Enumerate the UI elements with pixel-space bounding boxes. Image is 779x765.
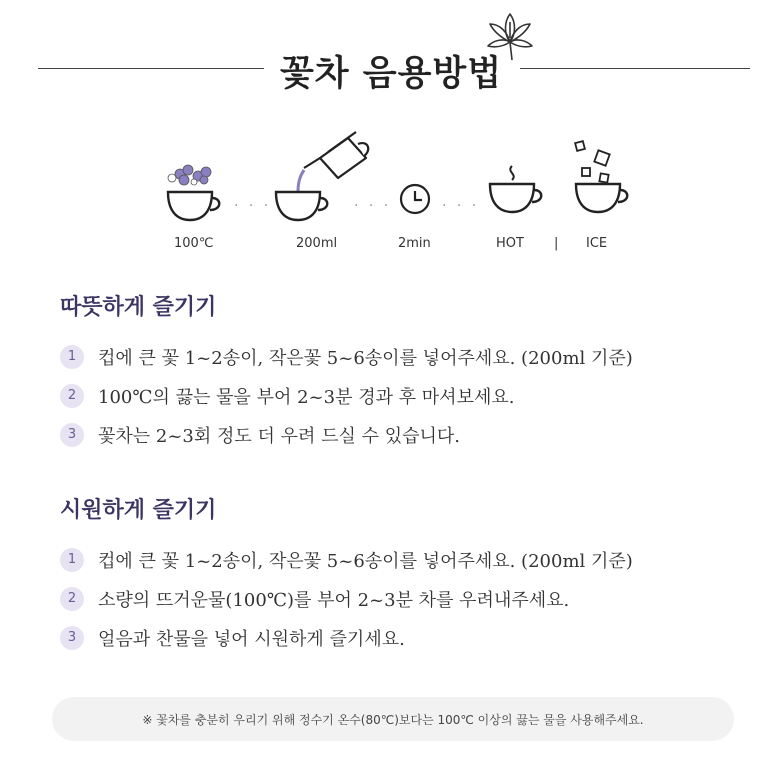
instruction-text: 컵에 큰 꽃 1~2송이, 작은꽃 5~6송이를 넣어주세요. (200ml 기준) (98, 347, 633, 369)
step-number-badge: 1 (60, 548, 84, 572)
hot-instructions-list (60, 337, 760, 454)
step-number-badge: 1 (60, 345, 84, 369)
section-title-cold (60, 493, 216, 524)
step-label-separator: | (554, 236, 559, 251)
clock-icon (398, 182, 432, 216)
step-label-time: 2min (398, 236, 431, 251)
step-number-badge: 3 (60, 626, 84, 650)
cold-instructions-list (60, 540, 760, 657)
title-divider-right (520, 68, 750, 69)
list-item (60, 618, 760, 657)
step-dots: · · · (442, 198, 480, 214)
step-number-badge: 3 (60, 423, 84, 447)
footnote-banner: ※ 꽃차를 충분히 우리기 위해 정수기 온수(80℃)보다는 100℃ 이상의 끓는 물을 사용해주세요. (52, 697, 734, 741)
instruction-text: 소량의 뜨거운물(100℃)를 부어 2~3분 차를 우려내주세요. (98, 589, 570, 611)
list-item (60, 579, 760, 618)
teapot-pouring-icon (268, 130, 378, 230)
section-title-cold-text: 시원하게 즐기기 (60, 498, 217, 523)
step-label-hot: HOT (496, 236, 524, 251)
step-label-temperature: 100℃ (174, 236, 214, 251)
instruction-text: 컵에 큰 꽃 1~2송이, 작은꽃 5~6송이를 넣어주세요. (200ml 기준) (98, 550, 633, 572)
title-divider-left (38, 68, 264, 69)
flower-icon (480, 8, 540, 68)
instruction-text: 100℃의 끓는 물을 부어 2~3분 경과 후 마셔보세요. (98, 386, 515, 408)
list-item (60, 540, 760, 579)
list-item (60, 376, 760, 415)
section-title-hot-text: 따뜻하게 즐기기 (60, 295, 217, 320)
hot-cup-icon (484, 162, 548, 222)
instruction-text: 꽃차는 2~3회 정도 더 우려 드실 수 있습니다. (98, 425, 460, 447)
page-title: 꽃차 음용방법 (280, 54, 503, 94)
ice-cup-icon (570, 138, 634, 222)
step-dots: · · · (354, 198, 392, 214)
step-number-badge: 2 (60, 384, 84, 408)
step-number-badge: 2 (60, 587, 84, 611)
step-label-volume: 200ml (296, 236, 338, 251)
section-title-hot (60, 290, 216, 321)
step-dots: · · · (234, 198, 272, 214)
instruction-text: 얼음과 찬물을 넣어 시원하게 즐기세요. (98, 628, 405, 650)
list-item (60, 337, 760, 376)
header (0, 30, 779, 110)
brewing-steps (150, 130, 650, 260)
list-item (60, 415, 760, 454)
step-label-ice: ICE (586, 236, 608, 251)
cup-with-flowers-icon (158, 160, 230, 230)
